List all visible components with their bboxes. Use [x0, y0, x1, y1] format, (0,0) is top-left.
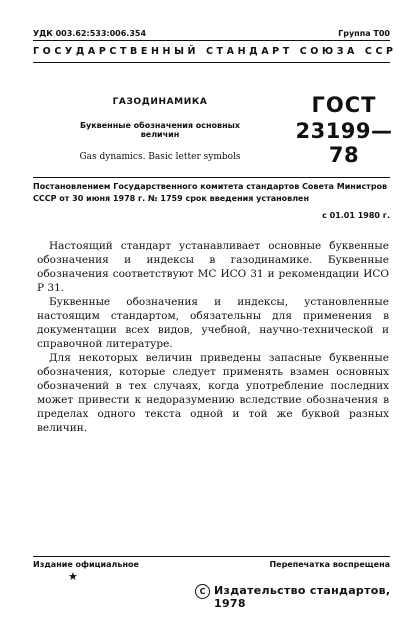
paragraph: Настоящий стандарт устанавливает основные буквенные обозначения и индексы в газодинамике. Буквенные обозначения соответствуют МС ИСО 31 и рекомендации ИСО Р 31.: [37, 240, 389, 294]
paragraph: Для некоторых величин приведены запасные буквенные обозначения, которые следует применять взамен основных обозначений в тех случаях, когда употребление последних может привести к недоразумению вследствие обозначения в пределах одного текста одной и той же буквой разных величин.: [37, 352, 389, 434]
udk-code: УДК 003.62:533:006.354: [33, 29, 147, 38]
star-icon: ★: [68, 570, 78, 583]
gost-block: [289, 93, 399, 167]
decree-text: Постановлением Государственного комитета стандартов Совета Министров СССР от 30 июня 1978 г. № 1759 срок введения установлен: [33, 182, 388, 203]
gost-label: ГОСТ: [311, 93, 377, 117]
decree-rule: [33, 177, 390, 178]
paragraph: Буквенные обозначения и индексы, установленные настоящим стандартом, обязательны для применения в документации всех видов, учебной, научно-технической и справочной литературе.: [37, 296, 389, 350]
copyright-text: Издательство стандартов, 1978: [214, 584, 391, 610]
top-rule: [33, 40, 390, 41]
state-standard-banner: ГОСУДАРСТВЕННЫЙ СТАНДАРТ СОЮЗА ССР: [33, 46, 397, 57]
effective-date: с 01.01 1980 г.: [322, 211, 390, 220]
reprint-prohibited-label: Перепечатка воспрещена: [269, 560, 390, 569]
copyright-icon: С: [195, 584, 210, 599]
document-subtitle-ru: Буквенные обозначения основных величин: [79, 121, 241, 139]
group-code: Группа Т00: [338, 29, 390, 38]
official-edition-label: Издание официальное: [33, 560, 139, 569]
body-text: [37, 239, 389, 435]
gost-number: 23199—78: [295, 119, 393, 167]
document-subtitle-en: Gas dynamics. Basic letter symbols: [79, 152, 241, 162]
banner-rule: [33, 62, 390, 63]
footer-rule: [33, 556, 390, 557]
title-block: [60, 97, 260, 162]
document-title: ГАЗОДИНАМИКА: [112, 97, 208, 107]
